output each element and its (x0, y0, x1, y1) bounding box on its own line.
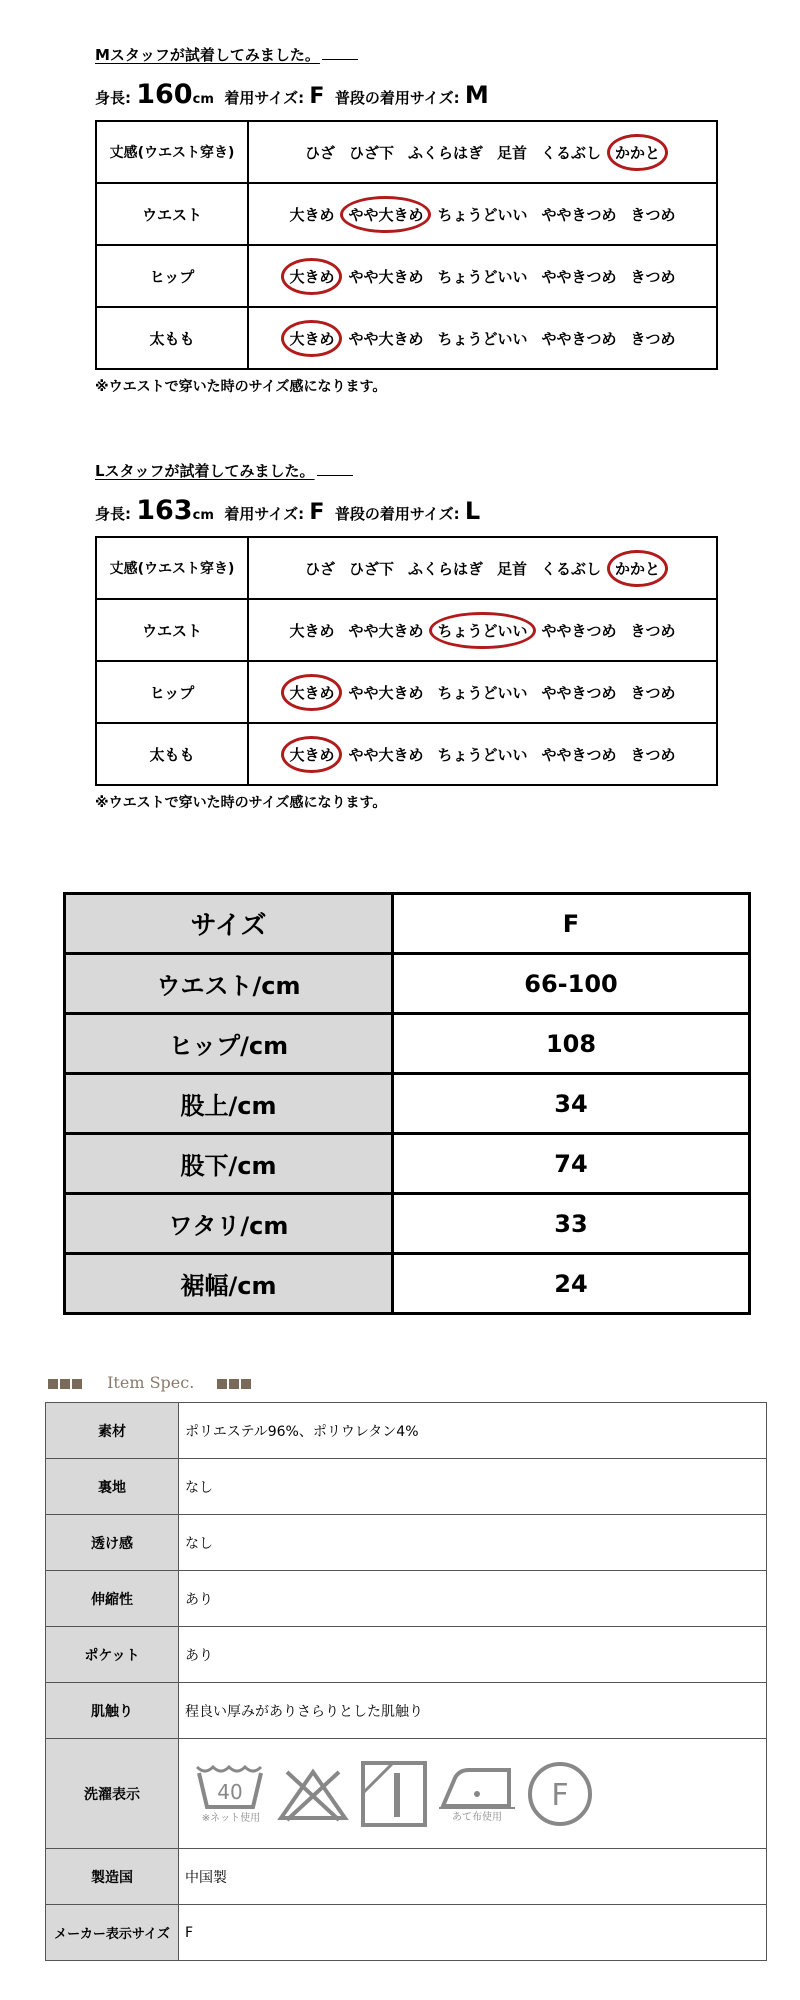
staff-info: 身長: 163cm 着用サイズ: F 普段の着用サイズ: L (95, 495, 481, 526)
spec-table (45, 1402, 767, 1961)
size-label: 股上/cm (65, 1074, 393, 1134)
spec-value: あり (179, 1571, 767, 1627)
spec-label: 裏地 (46, 1459, 179, 1515)
fit-option: ややきつめ (541, 329, 617, 348)
size-value: 24 (393, 1254, 750, 1314)
fit-option: ひざ (304, 559, 335, 578)
fit-option: ひざ下 (348, 143, 394, 162)
spec-label: メーカー表示サイズ (46, 1905, 179, 1961)
fit-option: ひざ (304, 143, 335, 162)
fit-option: 足首 (497, 143, 528, 162)
size-value: 66-100 (393, 954, 750, 1014)
spec-row (46, 1683, 767, 1739)
spec-value: 中国製 (179, 1849, 767, 1905)
fit-option: ややきつめ (541, 683, 617, 702)
dry-clean-f-icon (525, 1759, 595, 1829)
care-caption: ※ネット使用 (201, 1813, 261, 1824)
spec-value: F (179, 1905, 767, 1961)
spec-row (46, 1515, 767, 1571)
fit-option: きつめ (630, 205, 676, 224)
fit-table (95, 536, 718, 786)
fit-option-selected: ちょうどいい (435, 614, 529, 647)
wash-40-net-icon (195, 1763, 267, 1824)
fit-row-label: 丈感(ウエスト穿き) (96, 121, 248, 183)
spec-label: 製造国 (46, 1849, 179, 1905)
fit-row-options (248, 661, 717, 723)
spec-value (179, 1739, 767, 1849)
spec-value: ポリエステル96%、ポリウレタン4% (179, 1403, 767, 1459)
size-label: ウエスト/cm (65, 954, 393, 1014)
fit-option: やや大きめ (348, 745, 424, 764)
fit-option-selected: かかと (613, 552, 662, 585)
fit-row (96, 661, 717, 723)
fit-note: ※ウエストで穿いた時のサイズ感になります。 (95, 795, 387, 811)
size-label: 股下/cm (65, 1134, 393, 1194)
fit-option: ちょうどいい (437, 329, 528, 348)
staff-l-section (95, 460, 715, 812)
fit-option-selected: 大きめ (287, 676, 336, 709)
fit-option: 足首 (497, 559, 528, 578)
spec-row (46, 1627, 767, 1683)
no-bleach-icon (277, 1766, 349, 1822)
staff-heading: Lスタッフが試着してみました。 (95, 460, 715, 481)
size-value: F (393, 894, 750, 954)
size-table (63, 892, 751, 1315)
spec-value: 程良い厚みがありさらりとした肌触り (179, 1683, 767, 1739)
fit-option: くるぶし (541, 143, 602, 162)
fit-option: 大きめ (289, 205, 335, 224)
fit-option: ややきつめ (541, 205, 617, 224)
spec-value: なし (179, 1515, 767, 1571)
spec-label: 伸縮性 (46, 1571, 179, 1627)
size-value: 34 (393, 1074, 750, 1134)
fit-option: ややきつめ (541, 267, 617, 286)
size-value: 33 (393, 1194, 750, 1254)
svg-text:40: 40 (217, 1780, 243, 1804)
size-label: サイズ (65, 894, 393, 954)
fit-option: ふくらはぎ (407, 143, 483, 162)
care-caption: あて布使用 (452, 1812, 502, 1823)
fit-row-options (248, 245, 717, 307)
fit-option: ややきつめ (541, 745, 617, 764)
size-row (65, 1194, 750, 1254)
line-dry-shade-icon (359, 1759, 429, 1829)
fit-row-label: ヒップ (96, 661, 248, 723)
fit-option: くるぶし (541, 559, 602, 578)
fit-row (96, 307, 717, 369)
svg-text:F: F (551, 1777, 569, 1813)
fit-option-selected: やや大きめ (346, 198, 425, 231)
spec-value: なし (179, 1459, 767, 1515)
fit-option: ちょうどいい (437, 745, 528, 764)
spec-label: 透け感 (46, 1515, 179, 1571)
size-row (65, 1074, 750, 1134)
fit-row-label: ヒップ (96, 245, 248, 307)
spec-row (46, 1459, 767, 1515)
fit-row-options (248, 307, 717, 369)
fit-option: きつめ (630, 329, 676, 348)
spec-label: 肌触り (46, 1683, 179, 1739)
size-row (65, 894, 750, 954)
item-spec-heading: Item Spec. (48, 1373, 253, 1392)
staff-m-section (95, 44, 715, 396)
fit-option: やや大きめ (348, 621, 424, 640)
size-row (65, 954, 750, 1014)
size-value: 108 (393, 1014, 750, 1074)
fit-option-selected: 大きめ (287, 738, 336, 771)
care-symbols (185, 1753, 760, 1835)
fit-option: きつめ (630, 683, 676, 702)
size-row (65, 1014, 750, 1074)
spec-label: 素材 (46, 1403, 179, 1459)
staff-info: 身長: 160cm 着用サイズ: F 普段の着用サイズ: M (95, 79, 489, 110)
fit-option: きつめ (630, 267, 676, 286)
fit-row-label: 太もも (96, 307, 248, 369)
size-label: ヒップ/cm (65, 1014, 393, 1074)
fit-option: 大きめ (289, 621, 335, 640)
fit-option: ちょうどいい (437, 683, 528, 702)
fit-row-label: ウエスト (96, 183, 248, 245)
fit-option: きつめ (630, 745, 676, 764)
fit-row-options (248, 723, 717, 785)
fit-option: ちょうどいい (437, 267, 528, 286)
fit-row (96, 183, 717, 245)
fit-option-selected: 大きめ (287, 260, 336, 293)
spec-row (46, 1571, 767, 1627)
fit-row-options (248, 537, 717, 599)
size-row (65, 1134, 750, 1194)
fit-row-label: 太もも (96, 723, 248, 785)
spec-row (46, 1739, 767, 1849)
fit-row (96, 599, 717, 661)
size-value: 74 (393, 1134, 750, 1194)
spec-row (46, 1905, 767, 1961)
fit-option: ふくらはぎ (407, 559, 483, 578)
fit-option-selected: かかと (613, 136, 662, 169)
fit-row-options (248, 599, 717, 661)
fit-table (95, 120, 718, 370)
fit-option: ちょうどいい (437, 205, 528, 224)
iron-with-cloth-icon (439, 1764, 515, 1823)
size-label: 裾幅/cm (65, 1254, 393, 1314)
fit-option: やや大きめ (348, 267, 424, 286)
size-row (65, 1254, 750, 1314)
fit-option: ひざ下 (348, 559, 394, 578)
fit-note: ※ウエストで穿いた時のサイズ感になります。 (95, 379, 387, 395)
fit-row (96, 245, 717, 307)
spec-row (46, 1849, 767, 1905)
fit-option: きつめ (630, 621, 676, 640)
fit-row-label: ウエスト (96, 599, 248, 661)
size-label: ワタリ/cm (65, 1194, 393, 1254)
fit-option-selected: 大きめ (287, 322, 336, 355)
fit-option: やや大きめ (348, 683, 424, 702)
fit-row (96, 723, 717, 785)
spec-row (46, 1403, 767, 1459)
spec-value: あり (179, 1627, 767, 1683)
fit-row (96, 121, 717, 183)
fit-option: やや大きめ (348, 329, 424, 348)
fit-row-label: 丈感(ウエスト穿き) (96, 537, 248, 599)
fit-row-options (248, 183, 717, 245)
spec-label: ポケット (46, 1627, 179, 1683)
fit-option: ややきつめ (541, 621, 617, 640)
staff-heading: Mスタッフが試着してみました。 (95, 44, 715, 65)
spec-label: 洗濯表示 (46, 1739, 179, 1849)
fit-row (96, 537, 717, 599)
fit-row-options (248, 121, 717, 183)
